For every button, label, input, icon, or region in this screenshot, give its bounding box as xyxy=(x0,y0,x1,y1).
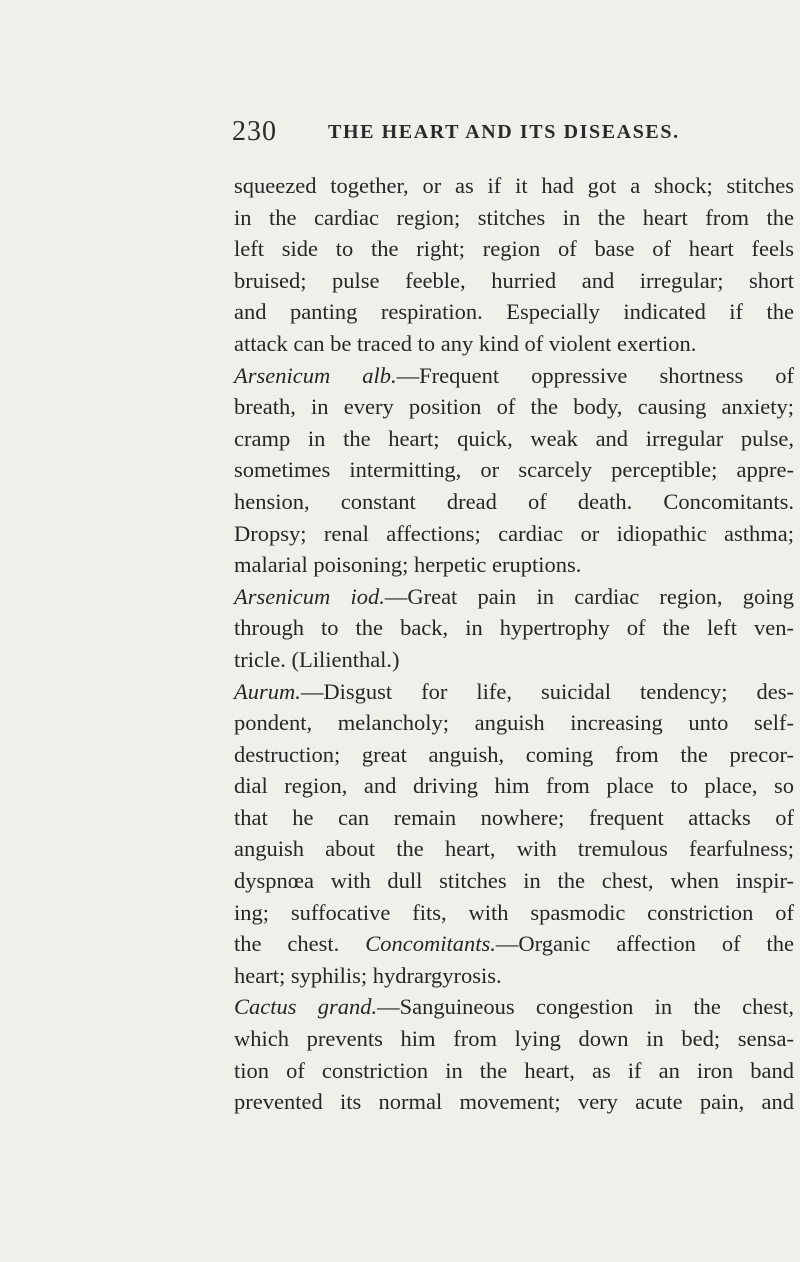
text-line xyxy=(234,644,794,676)
text-run: Dropsy; renal affections; cardiac or idiopathic asthma; xyxy=(234,520,794,546)
remedy-name: Concomitants. xyxy=(365,931,496,957)
text-run: that he can remain nowhere; frequent attacks of xyxy=(234,804,794,830)
text-run: the chest. xyxy=(234,931,366,957)
remedy-name: Arsenicum alb. xyxy=(234,362,397,388)
text-line xyxy=(234,1086,794,1118)
text-run: in the cardiac region; stitches in the heart from the xyxy=(234,204,794,230)
text-run: destruction; great anguish, coming from the precor- xyxy=(234,741,794,767)
page-number: 230 xyxy=(232,116,277,147)
text-line xyxy=(234,739,794,771)
text-line xyxy=(234,991,794,1023)
text-line xyxy=(234,202,794,234)
text-run: ing; suffocative fits, with spasmodic constriction of xyxy=(234,899,794,925)
text-line xyxy=(234,897,794,929)
text-line xyxy=(234,865,794,897)
text-line xyxy=(234,233,794,265)
text-run: malarial poisoning; herpetic eruptions. xyxy=(234,552,582,578)
text-line xyxy=(234,1023,794,1055)
text-line xyxy=(234,676,794,708)
remedy-name: Arsenicum iod. xyxy=(234,583,385,609)
text-run: squeezed together, or as if it had got a shock; stitches xyxy=(234,173,794,198)
text-line xyxy=(234,1055,794,1087)
text-run: —Great pain in cardiac region, going xyxy=(384,583,794,609)
text-line xyxy=(234,581,794,613)
text-line xyxy=(234,612,794,644)
text-run: —Sanguineous congestion in the chest, xyxy=(377,994,794,1020)
text-run: anguish about the heart, with tremulous fearfulness; xyxy=(234,836,794,862)
running-head: THE HEART AND ITS DISEASES. xyxy=(328,121,680,143)
text-line xyxy=(234,454,794,486)
text-run: and panting respiration. Especially indicated if the xyxy=(234,299,794,325)
remedy-name: Aurum. xyxy=(234,678,301,704)
text-run: heart; syphilis; hydrargyrosis. xyxy=(234,962,502,988)
text-line xyxy=(234,833,794,865)
text-run: bruised; pulse feeble, hurried and irregular; short xyxy=(234,267,794,293)
text-line xyxy=(234,928,794,960)
text-line xyxy=(234,265,794,297)
text-run: pondent, melancholy; anguish increasing unto self- xyxy=(234,710,794,736)
text-line xyxy=(234,960,794,992)
text-line xyxy=(234,170,794,202)
text-line xyxy=(234,770,794,802)
page-header xyxy=(232,116,792,148)
text-run: which prevents him from lying down in bed; sensa- xyxy=(234,1026,794,1052)
text-line xyxy=(234,802,794,834)
text-line xyxy=(234,423,794,455)
text-run: left side to the right; region of base of heart feels xyxy=(234,236,794,262)
text-run: —Frequent oppressive shortness of xyxy=(396,362,794,388)
text-line xyxy=(234,391,794,423)
text-run: tricle. (Lilienthal.) xyxy=(234,646,400,672)
text-run: attack can be traced to any kind of violent exertion. xyxy=(234,330,697,356)
text-line xyxy=(234,707,794,739)
text-run: tion of constriction in the heart, as if an iron band xyxy=(234,1057,794,1083)
text-line xyxy=(234,518,794,550)
text-line xyxy=(234,360,794,392)
text-run: through to the back, in hypertrophy of the left ven- xyxy=(234,615,794,641)
text-run: —Disgust for life, suicidal tendency; des- xyxy=(300,678,794,704)
text-run: sometimes intermitting, or scarcely perceptible; appre- xyxy=(234,457,794,483)
text-run: dyspnœa with dull stitches in the chest, when inspir- xyxy=(234,868,794,894)
body-text xyxy=(234,170,794,1118)
text-line xyxy=(234,549,794,581)
text-line xyxy=(234,486,794,518)
text-line xyxy=(234,328,794,360)
text-run: dial region, and driving him from place to place, so xyxy=(234,773,794,799)
text-line xyxy=(234,296,794,328)
text-run: cramp in the heart; quick, weak and irregular pulse, xyxy=(234,425,794,451)
text-run: prevented its normal movement; very acute pain, and xyxy=(234,1089,794,1115)
text-run: —Organic affection of the xyxy=(495,931,794,957)
remedy-name: Cactus grand. xyxy=(234,994,378,1020)
text-run: hension, constant dread of death. Concomitants. xyxy=(234,488,794,514)
text-run: breath, in every position of the body, causing anxiety; xyxy=(234,394,794,420)
